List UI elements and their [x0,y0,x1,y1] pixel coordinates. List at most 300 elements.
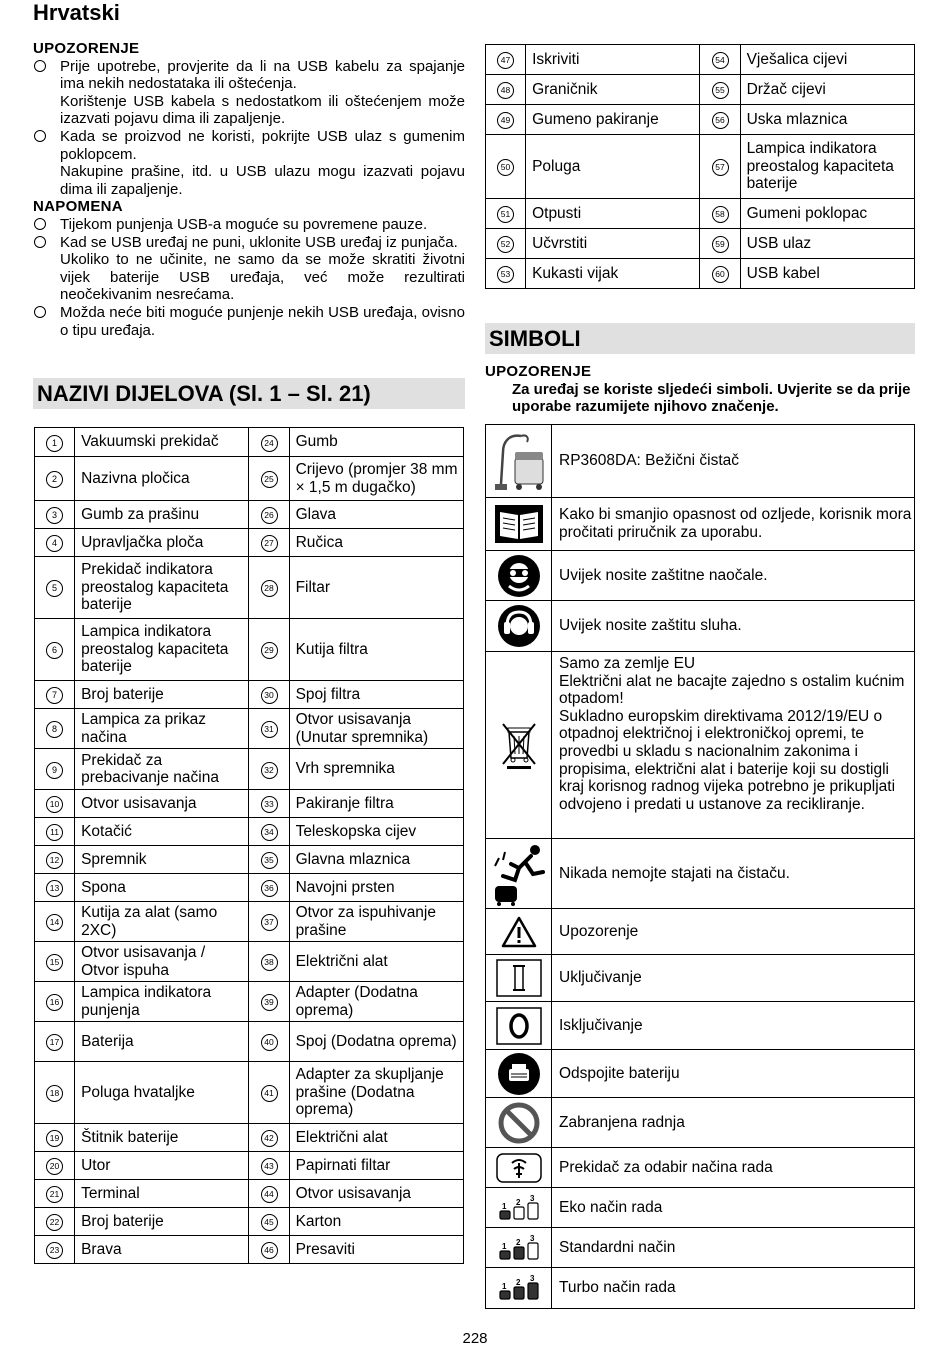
symbol-description: Kako bi smanjio opasnost od ozljede, korisnik mora pročitati priručnik za uporabu. [552,498,915,551]
symbol-description: Samo za zemlje EU Električni alat ne bacajte zajedno s ostalim kućnim otpadom! Sukladno europskim direktivama 2012/19/EU o otpadnoj električnoj i elektroničkoj opremi, te provedbi u skladu s nacionalnim zakonima i propisima, električni alat i baterije koji su dostigli kraj korisnog radnog vijeka potrebno je prikupljati odvojeno i predati u ustanove za recikliranje. [552,652,915,839]
part-name-cell: Graničnik [526,75,700,105]
part-number-cell [486,105,526,135]
power-on-icon [486,959,551,997]
parts-row [35,1236,464,1264]
symbol-row [486,1188,915,1228]
part-number-cell [249,1236,289,1264]
part-number-cell [249,557,289,619]
callout-number: 47 [497,52,514,69]
parts-row [35,1180,464,1208]
eco-mode-icon [486,1193,551,1223]
part-number-cell [35,1152,75,1180]
part-name-cell: Nazivna pločica [75,457,249,501]
callout-number: 45 [261,1214,278,1231]
part-name-cell: Gumeni poklopac [740,199,914,229]
part-name-cell: Prekidač indikatora preostalog kapaciteta baterije [75,557,249,619]
callout-number: 50 [497,159,514,176]
part-name-cell: Poluga [526,135,700,199]
callout-number: 1 [46,435,63,452]
callout-number: 38 [261,954,278,971]
bullet-circle-icon [34,236,46,248]
part-name-cell: USB ulaz [740,229,914,259]
callout-number: 12 [46,852,63,869]
part-name-cell: Vakuumski prekidač [75,428,249,457]
part-number-cell [249,1124,289,1152]
part-name-cell: Otvor usisavanja / Otvor ispuha [75,942,249,982]
callout-number: 60 [712,266,729,283]
part-name-cell: Električni alat [289,1124,463,1152]
part-number-cell [35,1022,75,1062]
parts-row [35,428,464,457]
callout-number: 20 [46,1158,63,1175]
callout-number: 54 [712,52,729,69]
ear-protection-icon [486,604,551,648]
callout-number: 24 [261,435,278,452]
symbol-row [486,1098,915,1148]
part-name-cell: Adapter za skupljanje prašine (Dodatna oprema) [289,1062,463,1124]
callout-number: 8 [46,721,63,738]
part-name-cell: Navojni prsten [289,874,463,902]
part-number-cell [486,75,526,105]
callout-number: 53 [497,266,514,283]
symbol-description: Standardni način [552,1228,915,1268]
callout-number: 36 [261,880,278,897]
part-name-cell: Kukasti vijak [526,259,700,289]
part-number-cell [249,846,289,874]
callout-number: 27 [261,535,278,552]
parts-row [35,709,464,749]
parts-row [35,681,464,709]
bullet-circle-icon [34,130,46,142]
callout-number: 5 [46,580,63,597]
callout-number: 39 [261,994,278,1011]
callout-number: 3 [46,507,63,524]
callout-number: 21 [46,1186,63,1203]
part-number-cell [249,749,289,790]
svg-text:2: 2 [515,1278,520,1287]
parts-row [486,105,915,135]
symbols-section-title: SIMBOLI [485,323,915,354]
symbol-row [486,839,915,909]
part-name-cell: Vrh spremnika [289,749,463,790]
parts-row [486,199,915,229]
parts-row [35,1124,464,1152]
callout-number: 28 [261,580,278,597]
part-number-cell [249,1208,289,1236]
part-name-cell: Terminal [75,1180,249,1208]
part-number-cell [249,942,289,982]
callout-number: 15 [46,954,63,971]
parts-row [486,75,915,105]
part-name-cell: Gumeno pakiranje [526,105,700,135]
part-number-cell [700,259,740,289]
symbol-description: Isključivanje [552,1002,915,1050]
symbol-icon-cell [486,1188,552,1228]
part-number-cell [35,942,75,982]
part-number-cell [486,135,526,199]
mode-switch-icon [486,1153,551,1183]
power-off-icon [486,1007,551,1045]
parts-row [35,1062,464,1124]
vacuum-cleaner-icon [486,428,551,494]
callout-number: 10 [46,796,63,813]
part-name-cell: Otvor usisavanja [289,1180,463,1208]
standard-mode-icon [486,1233,551,1263]
callout-number: 37 [261,914,278,931]
callout-number: 16 [46,994,63,1011]
part-number-cell [700,135,740,199]
callout-number: 18 [46,1085,63,1102]
callout-number: 17 [46,1034,63,1051]
parts-row [35,942,464,982]
warning-title: UPOZORENJE [33,40,140,57]
parts-row [35,1152,464,1180]
svg-text:1: 1 [501,1282,506,1291]
part-number-cell [249,709,289,749]
svg-text:3: 3 [529,1233,534,1243]
parts-row [35,529,464,557]
part-number-cell [35,818,75,846]
svg-text:1: 1 [501,1241,506,1251]
symbol-row [486,909,915,955]
parts-row [35,1022,464,1062]
part-number-cell [249,982,289,1022]
callout-number: 2 [46,471,63,488]
part-number-cell [35,619,75,681]
safety-goggles-icon [486,554,551,598]
part-number-cell [35,902,75,942]
note-item-detail: Ukoliko to ne učinite, ne samo da se može skratiti životni vijek baterije USB uređaja, već može rezultirati neočekivanim nesrećama. [60,251,465,304]
part-number-cell [35,1062,75,1124]
callout-number: 14 [46,914,63,931]
callout-number: 43 [261,1158,278,1175]
parts-row [35,501,464,529]
part-number-cell [249,818,289,846]
part-name-cell: Držač cijevi [740,75,914,105]
part-number-cell [486,199,526,229]
parts-row [35,619,464,681]
svg-text:1: 1 [501,1201,506,1211]
callout-number: 29 [261,642,278,659]
parts-table-left [34,427,464,1264]
part-number-cell [35,1180,75,1208]
part-name-cell: Filtar [289,557,463,619]
page-number: 228 [462,1330,488,1347]
symbol-icon-cell [486,1268,552,1309]
symbol-icon-cell [486,498,552,551]
callout-number: 30 [261,687,278,704]
part-number-cell [35,709,75,749]
symbols-table [485,424,915,1309]
part-number-cell [35,1208,75,1236]
part-number-cell [249,457,289,501]
callout-number: 52 [497,236,514,253]
part-number-cell [700,105,740,135]
symbol-description: Eko način rada [552,1188,915,1228]
part-number-cell [35,501,75,529]
symbol-icon-cell [486,909,552,955]
note-item: Tijekom punjenja USB-a moguće su povremene pauze. [33,216,465,234]
callout-number: 34 [261,824,278,841]
symbol-icon-cell [486,1050,552,1098]
symbol-row [486,498,915,551]
callout-number: 25 [261,471,278,488]
callout-number: 11 [46,824,63,841]
symbol-icon-cell [486,1002,552,1050]
part-number-cell [35,457,75,501]
callout-number: 58 [712,206,729,223]
parts-row [35,1208,464,1236]
part-name-cell: Iskriviti [526,45,700,75]
weee-bin-icon [486,720,551,770]
callout-number: 59 [712,236,729,253]
callout-number: 32 [261,762,278,779]
page-language-header: Hrvatski [33,0,120,25]
part-number-cell [700,199,740,229]
symbols-warning-text: Za uređaj se koriste sljedeći simboli. Uvjerite se da prije uporabe razumijete njihovo značenje. [512,380,911,416]
read-manual-icon [486,504,551,544]
part-number-cell [35,874,75,902]
warning-item-detail: Korištenje USB kabela s nedostatkom ili oštećenjem može izazvati pojavu dima ili zapaljenje. [60,92,465,128]
symbol-description: Turbo način rada [552,1268,915,1309]
part-name-cell: Gumb za prašinu [75,501,249,529]
note-item: Kad se USB uređaj ne puni, uklonite USB uređaj iz punjača. [33,234,465,252]
part-name-cell: Spremnik [75,846,249,874]
warning-triangle-icon [486,916,551,948]
part-number-cell [249,619,289,681]
svg-text:3: 3 [529,1193,534,1203]
part-number-cell [700,229,740,259]
part-number-cell [249,1180,289,1208]
part-name-cell: Karton [289,1208,463,1236]
part-name-cell: Lampica indikatora preostalog kapaciteta baterije [740,135,914,199]
callout-number: 51 [497,206,514,223]
symbol-icon-cell [486,1148,552,1188]
part-name-cell: Uska mlaznica [740,105,914,135]
warning-item-detail: Nakupine prašine, itd. u USB ulazu mogu izazvati pojavu dima ili zapaljenje. [60,163,465,198]
part-name-cell: Lampica indikatora punjenja [75,982,249,1022]
part-name-cell: Brava [75,1236,249,1264]
parts-row [35,457,464,501]
part-name-cell: Spoj (Dodatna oprema) [289,1022,463,1062]
callout-number: 55 [712,82,729,99]
part-number-cell [700,75,740,105]
symbol-row [486,1002,915,1050]
part-name-cell: Vješalica cijevi [740,45,914,75]
symbol-description: Zabranjena radnja [552,1098,915,1148]
part-name-cell: Utor [75,1152,249,1180]
part-name-cell: Crijevo (promjer 38 mm × 1,5 m dugačko) [289,457,463,501]
callout-number: 42 [261,1130,278,1147]
warning-item: Prije upotrebe, provjerite da li na USB kabelu za spajanje ima nekih nedostataka ili oštećenja. [33,58,465,93]
part-number-cell [249,428,289,457]
symbol-description: Uključivanje [552,955,915,1002]
symbol-description: Prekidač za odabir načina rada [552,1148,915,1188]
part-name-cell: Otpusti [526,199,700,229]
symbol-row [486,1148,915,1188]
warning-item: Kada se proizvod ne koristi, pokrijte USB ulaz s gumenim poklopcem. [33,128,465,163]
symbol-row [486,1268,915,1309]
part-number-cell [249,790,289,818]
part-name-cell: Lampica za prikaz načina [75,709,249,749]
callout-number: 4 [46,535,63,552]
part-number-cell [486,45,526,75]
callout-number: 44 [261,1186,278,1203]
turbo-mode-icon [486,1273,551,1303]
part-number-cell [35,681,75,709]
part-name-cell: Broj baterije [75,1208,249,1236]
part-name-cell: Poluga hvataljke [75,1062,249,1124]
part-number-cell [35,749,75,790]
parts-row [35,749,464,790]
bullet-circle-icon [34,306,46,318]
part-name-cell: Spoj filtra [289,681,463,709]
part-number-cell [35,846,75,874]
symbol-icon-cell [486,551,552,601]
parts-row [35,790,464,818]
part-number-cell [486,259,526,289]
callout-number: 35 [261,852,278,869]
parts-table-right [485,44,915,289]
parts-row [35,902,464,942]
part-name-cell: Glavna mlaznica [289,846,463,874]
parts-row [486,45,915,75]
part-name-cell: Učvrstiti [526,229,700,259]
callout-number: 57 [712,159,729,176]
symbol-icon-cell [486,601,552,652]
part-number-cell [249,681,289,709]
symbol-icon-cell [486,1228,552,1268]
callout-number: 41 [261,1085,278,1102]
bullet-circle-icon [34,60,46,72]
callout-number: 6 [46,642,63,659]
parts-section-title: NAZIVI DIJELOVA (Sl. 1 – Sl. 21) [33,378,465,409]
symbol-icon-cell [486,839,552,909]
part-name-cell: Otvor usisavanja [75,790,249,818]
symbol-description: Nikada nemojte stajati na čistaču. [552,839,915,909]
symbol-description: Upozorenje [552,909,915,955]
svg-text:2: 2 [515,1237,520,1247]
parts-row [35,846,464,874]
part-name-cell: Teleskopska cijev [289,818,463,846]
part-number-cell [249,874,289,902]
part-name-cell: Broj baterije [75,681,249,709]
symbol-row [486,1050,915,1098]
part-name-cell: Pakiranje filtra [289,790,463,818]
part-number-cell [35,790,75,818]
part-number-cell [35,982,75,1022]
symbol-description: Odspojite bateriju [552,1050,915,1098]
symbol-row [486,601,915,652]
note-title: NAPOMENA [33,198,123,216]
part-name-cell: Kutija za alat (samo 2XC) [75,902,249,942]
part-name-cell: Električni alat [289,942,463,982]
part-name-cell: Presaviti [289,1236,463,1264]
part-number-cell [35,557,75,619]
callout-number: 40 [261,1034,278,1051]
parts-row [35,874,464,902]
symbol-row [486,551,915,601]
callout-number: 26 [261,507,278,524]
part-number-cell [486,229,526,259]
part-number-cell [249,1062,289,1124]
callout-number: 31 [261,721,278,738]
disconnect-battery-icon [486,1052,551,1096]
parts-row [35,982,464,1022]
parts-row [486,259,915,289]
part-number-cell [249,902,289,942]
part-number-cell [35,428,75,457]
prohibited-icon [486,1101,551,1145]
part-name-cell: Baterija [75,1022,249,1062]
part-number-cell [35,1124,75,1152]
part-name-cell: Kotačić [75,818,249,846]
part-name-cell: Otvor usisavanja (Unutar spremnika) [289,709,463,749]
part-number-cell [249,529,289,557]
part-name-cell: Gumb [289,428,463,457]
part-name-cell: Štitnik baterije [75,1124,249,1152]
symbol-row [486,652,915,839]
parts-row [35,818,464,846]
callout-number: 48 [497,82,514,99]
callout-number: 13 [46,880,63,897]
part-name-cell: Glava [289,501,463,529]
part-name-cell: Spona [75,874,249,902]
part-name-cell: Ručica [289,529,463,557]
part-name-cell: USB kabel [740,259,914,289]
callout-number: 22 [46,1214,63,1231]
parts-row [35,557,464,619]
symbol-description: Uvijek nosite zaštitu sluha. [552,601,915,652]
parts-row [486,229,915,259]
callout-number: 19 [46,1130,63,1147]
symbol-row [486,955,915,1002]
svg-text:3: 3 [529,1274,534,1283]
svg-text:2: 2 [515,1197,520,1207]
part-number-cell [35,529,75,557]
symbol-icon-cell [486,1098,552,1148]
part-number-cell [700,45,740,75]
part-name-cell: Otvor za ispuhivanje prašine [289,902,463,942]
part-number-cell [249,501,289,529]
symbol-icon-cell [486,652,552,839]
symbol-row [486,425,915,498]
callout-number: 33 [261,796,278,813]
symbols-warning-title: UPOZORENJE [485,363,592,380]
callout-number: 46 [261,1242,278,1259]
part-name-cell: Lampica indikatora preostalog kapaciteta baterije [75,619,249,681]
symbol-icon-cell [486,955,552,1002]
part-number-cell [249,1022,289,1062]
callout-number: 49 [497,112,514,129]
part-name-cell: Upravljačka ploča [75,529,249,557]
callout-number: 23 [46,1242,63,1259]
bullet-circle-icon [34,218,46,230]
part-number-cell [249,1152,289,1180]
parts-row [486,135,915,199]
part-name-cell: Prekidač za prebacivanje načina [75,749,249,790]
part-name-cell: Adapter (Dodatna oprema) [289,982,463,1022]
callout-number: 9 [46,762,63,779]
symbol-icon-cell [486,425,552,498]
callout-number: 56 [712,112,729,129]
note-item: Možda neće biti moguće punjenje nekih USB uređaja, ovisno o tipu uređaja. [33,304,465,339]
symbol-row [486,1228,915,1268]
part-name-cell: Papirnati filtar [289,1152,463,1180]
symbol-description: RP3608DA: Bežični čistač [552,425,915,498]
callout-number: 7 [46,687,63,704]
symbols-intro [485,363,915,416]
